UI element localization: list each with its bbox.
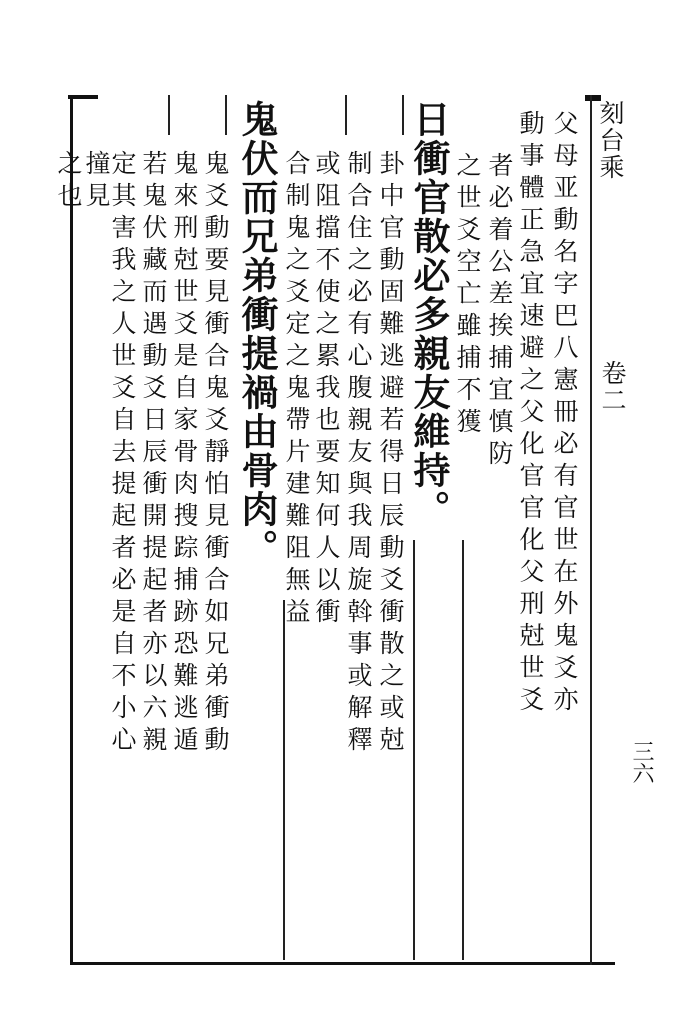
text-column: 之世爻空亡雖捕不獲 [453,152,482,440]
column-rule [402,95,404,135]
bottom-border-rule [70,962,615,965]
text-column: 鬼爻動要見衝合鬼爻靜怕見衝合如兄弟衝動 [201,150,230,758]
column-rule [590,95,592,965]
text-column: 鬼來刑尅世爻是自家骨肉搜踪捕跡恐難逃遁 [170,150,199,758]
column-rule [225,95,227,135]
text-column: 動事體正急宜速避之父化官官化父刑尅世爻 [516,110,545,718]
text-column: 或阻擋不使之累我也要知何人以衝 [312,150,341,630]
column-rule [413,540,415,960]
text-column: 撞見 [82,150,111,214]
text-column: 父母亚動名字巴八憲冊必有官世在外鬼爻亦 [550,110,579,718]
left-border-rule [70,95,73,965]
page-number: 三六 [629,740,654,784]
text-column: 若鬼伏藏而遇動爻日辰衝開提起者亦以六親 [139,150,168,758]
text-column: 制合住之必有心腹親友與我周旋斡事或解釋 [344,150,373,758]
column-rule [283,600,285,960]
text-column: 合制鬼之爻定之鬼帶片建難阻無益 [282,150,311,630]
text-column: 定其害我之人世爻自去提起者必是自不小心 [108,150,137,758]
column-rule [345,95,347,135]
column-rule [462,540,464,960]
heading-column: 鬼伏而兄弟衝提禍由骨肉。 [235,100,279,568]
heading-column: 日衝官散必多親友維持。 [407,100,451,529]
text-column: 者必着公差挨捕宜慎防 [485,152,514,472]
margin-folio: 卷二 [598,360,627,414]
text-column: 之也 [54,150,83,214]
column-rule [168,95,170,135]
text-column: 卦中官動固難逃避若得日辰動爻衝散之或尅 [376,150,405,758]
margin-title: 刻台乘 [596,100,625,181]
